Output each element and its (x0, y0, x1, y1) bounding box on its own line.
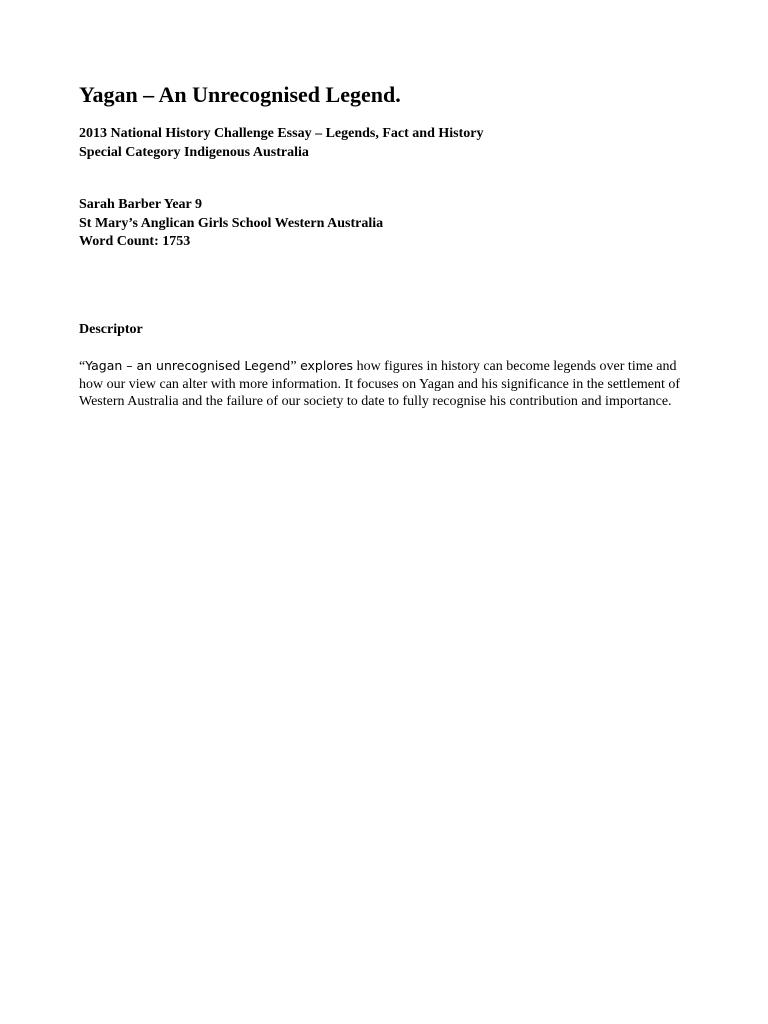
subtitle-line-1: 2013 National History Challenge Essay – Legends, Fact and History (79, 126, 484, 141)
descriptor-quote-open: “ (79, 359, 86, 374)
author-name: Sarah Barber Year 9 (79, 197, 203, 212)
descriptor-verb: explores (300, 358, 354, 373)
document-title: Yagan – An Unrecognised Legend. (79, 82, 401, 107)
descriptor-body: how figures in history can become legends over time and how our view can alter with more information. It focuses on Yagan and his significance in the settlement of Western Australia and the failure of our society to date to fully recognise his contribution and importance. (79, 359, 681, 409)
descriptor-paragraph (79, 357, 699, 411)
author-school: St Mary’s Anglican Girls School Western Australia (79, 216, 384, 231)
word-count: Word Count: 1753 (79, 234, 191, 249)
subtitle-line-2: Special Category Indigenous Australia (79, 145, 309, 160)
descriptor-quote-close: ” (290, 359, 301, 374)
descriptor-heading: Descriptor (79, 322, 143, 337)
descriptor-quoted-title: Yagan – an unrecognised Legend (85, 358, 291, 373)
